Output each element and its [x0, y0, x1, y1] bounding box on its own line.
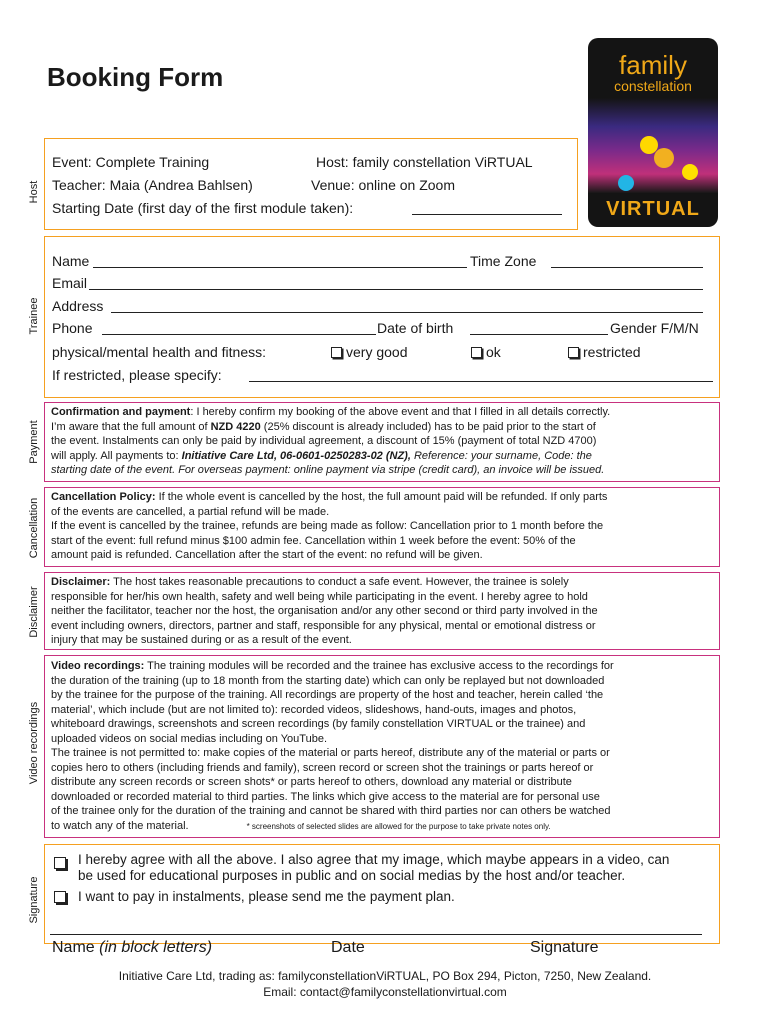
option-label: very good: [346, 344, 408, 360]
phone-input[interactable]: [102, 334, 376, 335]
side-label-host: Host: [28, 180, 40, 204]
instalment-text: I want to pay in instalments, please send me the payment plan.: [78, 889, 455, 904]
bank-account: Initiative Care Ltd, 06-0601-0250283-02 (NZ),: [181, 449, 411, 462]
starting-date-label: Starting Date (first day of the first module taken):: [52, 200, 354, 216]
payment-amount: NZD 4220: [210, 420, 261, 433]
date-label: Date: [331, 939, 365, 956]
health-label: physical/mental health and fitness:: [52, 344, 267, 360]
name-hint: (in block letters): [99, 939, 213, 956]
signature-label: Signature: [530, 939, 599, 956]
logo-dot-icon: [618, 175, 634, 191]
side-label-cancellation: Cancellation: [28, 497, 40, 559]
address-input[interactable]: [111, 312, 703, 313]
cancellation-text: Cancellation Policy: If the whole event is cancelled by the host, the full amount paid will be refunded. If only parts of the events are cancelled, a partial refund will be made. If the event is cancelled by the trainee, refunds are being made as follow: Cancellation prior to 1 month before the start of the event: full refund minus $100 admin fee. Cancellation within 1 week before the event: 50% of the amount paid is refunded. Cancellation after the start of the event: no refund will be given.: [51, 491, 608, 561]
event-field: Event: Complete Training: [52, 154, 210, 170]
gender-label: Gender F/M/N: [610, 320, 699, 336]
phone-label: Phone: [52, 320, 93, 336]
side-label-payment: Payment: [28, 420, 40, 464]
footer-email: Email: contact@familyconstellationvirtual.com: [263, 985, 507, 999]
disclaimer-text: Disclaimer: The host takes reasonable precautions to conduct a safe event. However, the trainee is solely responsible for her/his own health, safety and well being while participating in the event. I hereby agree to hold neither the facilitator, teacher nor the host, the organisation and/or any other second or third party involved in the event including owners, directors, partner and staff, responsible for any physical, mental or emotional distress or injury that may be sustained during or as a result of the event.: [51, 576, 598, 646]
agree-text-2: be used for educational purposes in public and on social medias by the host and/or teacher.: [78, 868, 626, 883]
specify-label: If restricted, please specify:: [52, 367, 222, 383]
agree-checkbox[interactable]: [54, 857, 66, 869]
cancellation-heading: Cancellation Policy:: [51, 491, 156, 503]
email-input[interactable]: [89, 289, 703, 290]
option-label: restricted: [583, 344, 641, 360]
side-label-disclaimer: Disclaimer: [28, 586, 40, 638]
video-footnote: * screenshots of selected slides are allowed for the purpose to take private notes only.: [246, 821, 551, 831]
name-input[interactable]: [93, 267, 467, 268]
logo-line-3: VIRTUAL: [606, 198, 700, 220]
logo-line-2: constellation: [614, 78, 692, 94]
option-label: ok: [486, 344, 501, 360]
timezone-label: Time Zone: [470, 253, 537, 269]
address-label: Address: [52, 298, 104, 314]
disclaimer-heading: Disclaimer:: [51, 576, 111, 588]
dob-label: Date of birth: [377, 320, 454, 336]
name-block-label: Name (in block letters): [52, 939, 213, 956]
side-label-video: Video recordings: [28, 701, 40, 785]
logo-dot-icon: [682, 164, 698, 180]
logo-dot-icon: [654, 148, 674, 168]
instalment-checkbox[interactable]: [54, 891, 66, 903]
checkbox-icon[interactable]: [568, 347, 579, 358]
payment-text: Confirmation and payment: I hereby confirm my booking of the above event and that I filled in all details correctly. I’m aware that the full amount of NZD 4220 (25% discount is already included) has to be paid prior to the start of the event. Instalments can only be paid by individual agreement, a discount of 15% (payment of total NZD 4700) will apply. All payments to: Initiative Care Ltd, 06-0601-0250283-02 (NZ), Reference: your surname, Code: the starting date of the event. For overseas payment: online payment via stripe (credit card), an invoice will be issued.: [51, 406, 611, 476]
email-label: Email: [52, 275, 88, 291]
payment-heading: Confirmation and payment: [51, 406, 191, 418]
teacher-field: Teacher: Maia (Andrea Bahlsen): [52, 177, 253, 193]
venue-field: Venue: online on Zoom: [311, 177, 455, 193]
side-label-trainee: Trainee: [28, 297, 40, 335]
option-restricted[interactable]: [568, 344, 641, 360]
starting-date-input[interactable]: [412, 214, 562, 215]
specify-input[interactable]: [249, 381, 713, 382]
brand-logo: [588, 38, 718, 227]
video-heading: Video recordings:: [51, 660, 145, 672]
option-ok[interactable]: [471, 344, 501, 360]
video-text: Video recordings: The training modules will be recorded and the trainee has exclusive access to the recordings for the duration of the training (up to 18 month from the starting date) which can only be replayed but not downloaded by the trainee for the purpose of the training. All recordings are property of the host and teacher, herein called ‘the material’, which include (but are not limited to): recorded videos, slideshows, hand-outs, images and photos, whiteboard drawings, screenshots and screen recordings (by family constellation VIRTUAL or the trainee) and uploaded videos on social medias including on YouTube. The trainee is not permitted to: make copies of the material or parts hereof, distribute any of the material or parts or copies hero to others (including friends and family), screen record or screen shot the trainings or parts hereof or distribute any screen records or screen shots* or parts hereof to others, download any material or distribute downloaded or recorded material to third parties. The links which give access to the material are for personal use of the trainee only for the duration of the training and cannot be shared with third parties nor can others be watched to watch any of the material. * screenshots of selected slides are allowed for the purpose to take private notes only.: [51, 660, 614, 832]
dob-input[interactable]: [470, 334, 608, 335]
page-title: Booking Form: [47, 62, 224, 92]
host-field: Host: family constellation ViRTUAL: [316, 154, 533, 170]
signature-line[interactable]: [50, 934, 702, 935]
option-very-good[interactable]: [331, 344, 407, 360]
agree-text-1: I hereby agree with all the above. I also agree that my image, which maybe appears in a video, can: [78, 852, 670, 867]
checkbox-icon[interactable]: [471, 347, 482, 358]
footer-address: Initiative Care Ltd, trading as: familyconstellationViRTUAL, PO Box 294, Picton, 7250, New Zealand.: [118, 969, 652, 983]
timezone-input[interactable]: [551, 267, 703, 268]
logo-line-1: family: [619, 50, 687, 80]
checkbox-icon[interactable]: [331, 347, 342, 358]
name-label: Name: [52, 253, 90, 269]
side-label-signature: Signature: [28, 876, 40, 924]
